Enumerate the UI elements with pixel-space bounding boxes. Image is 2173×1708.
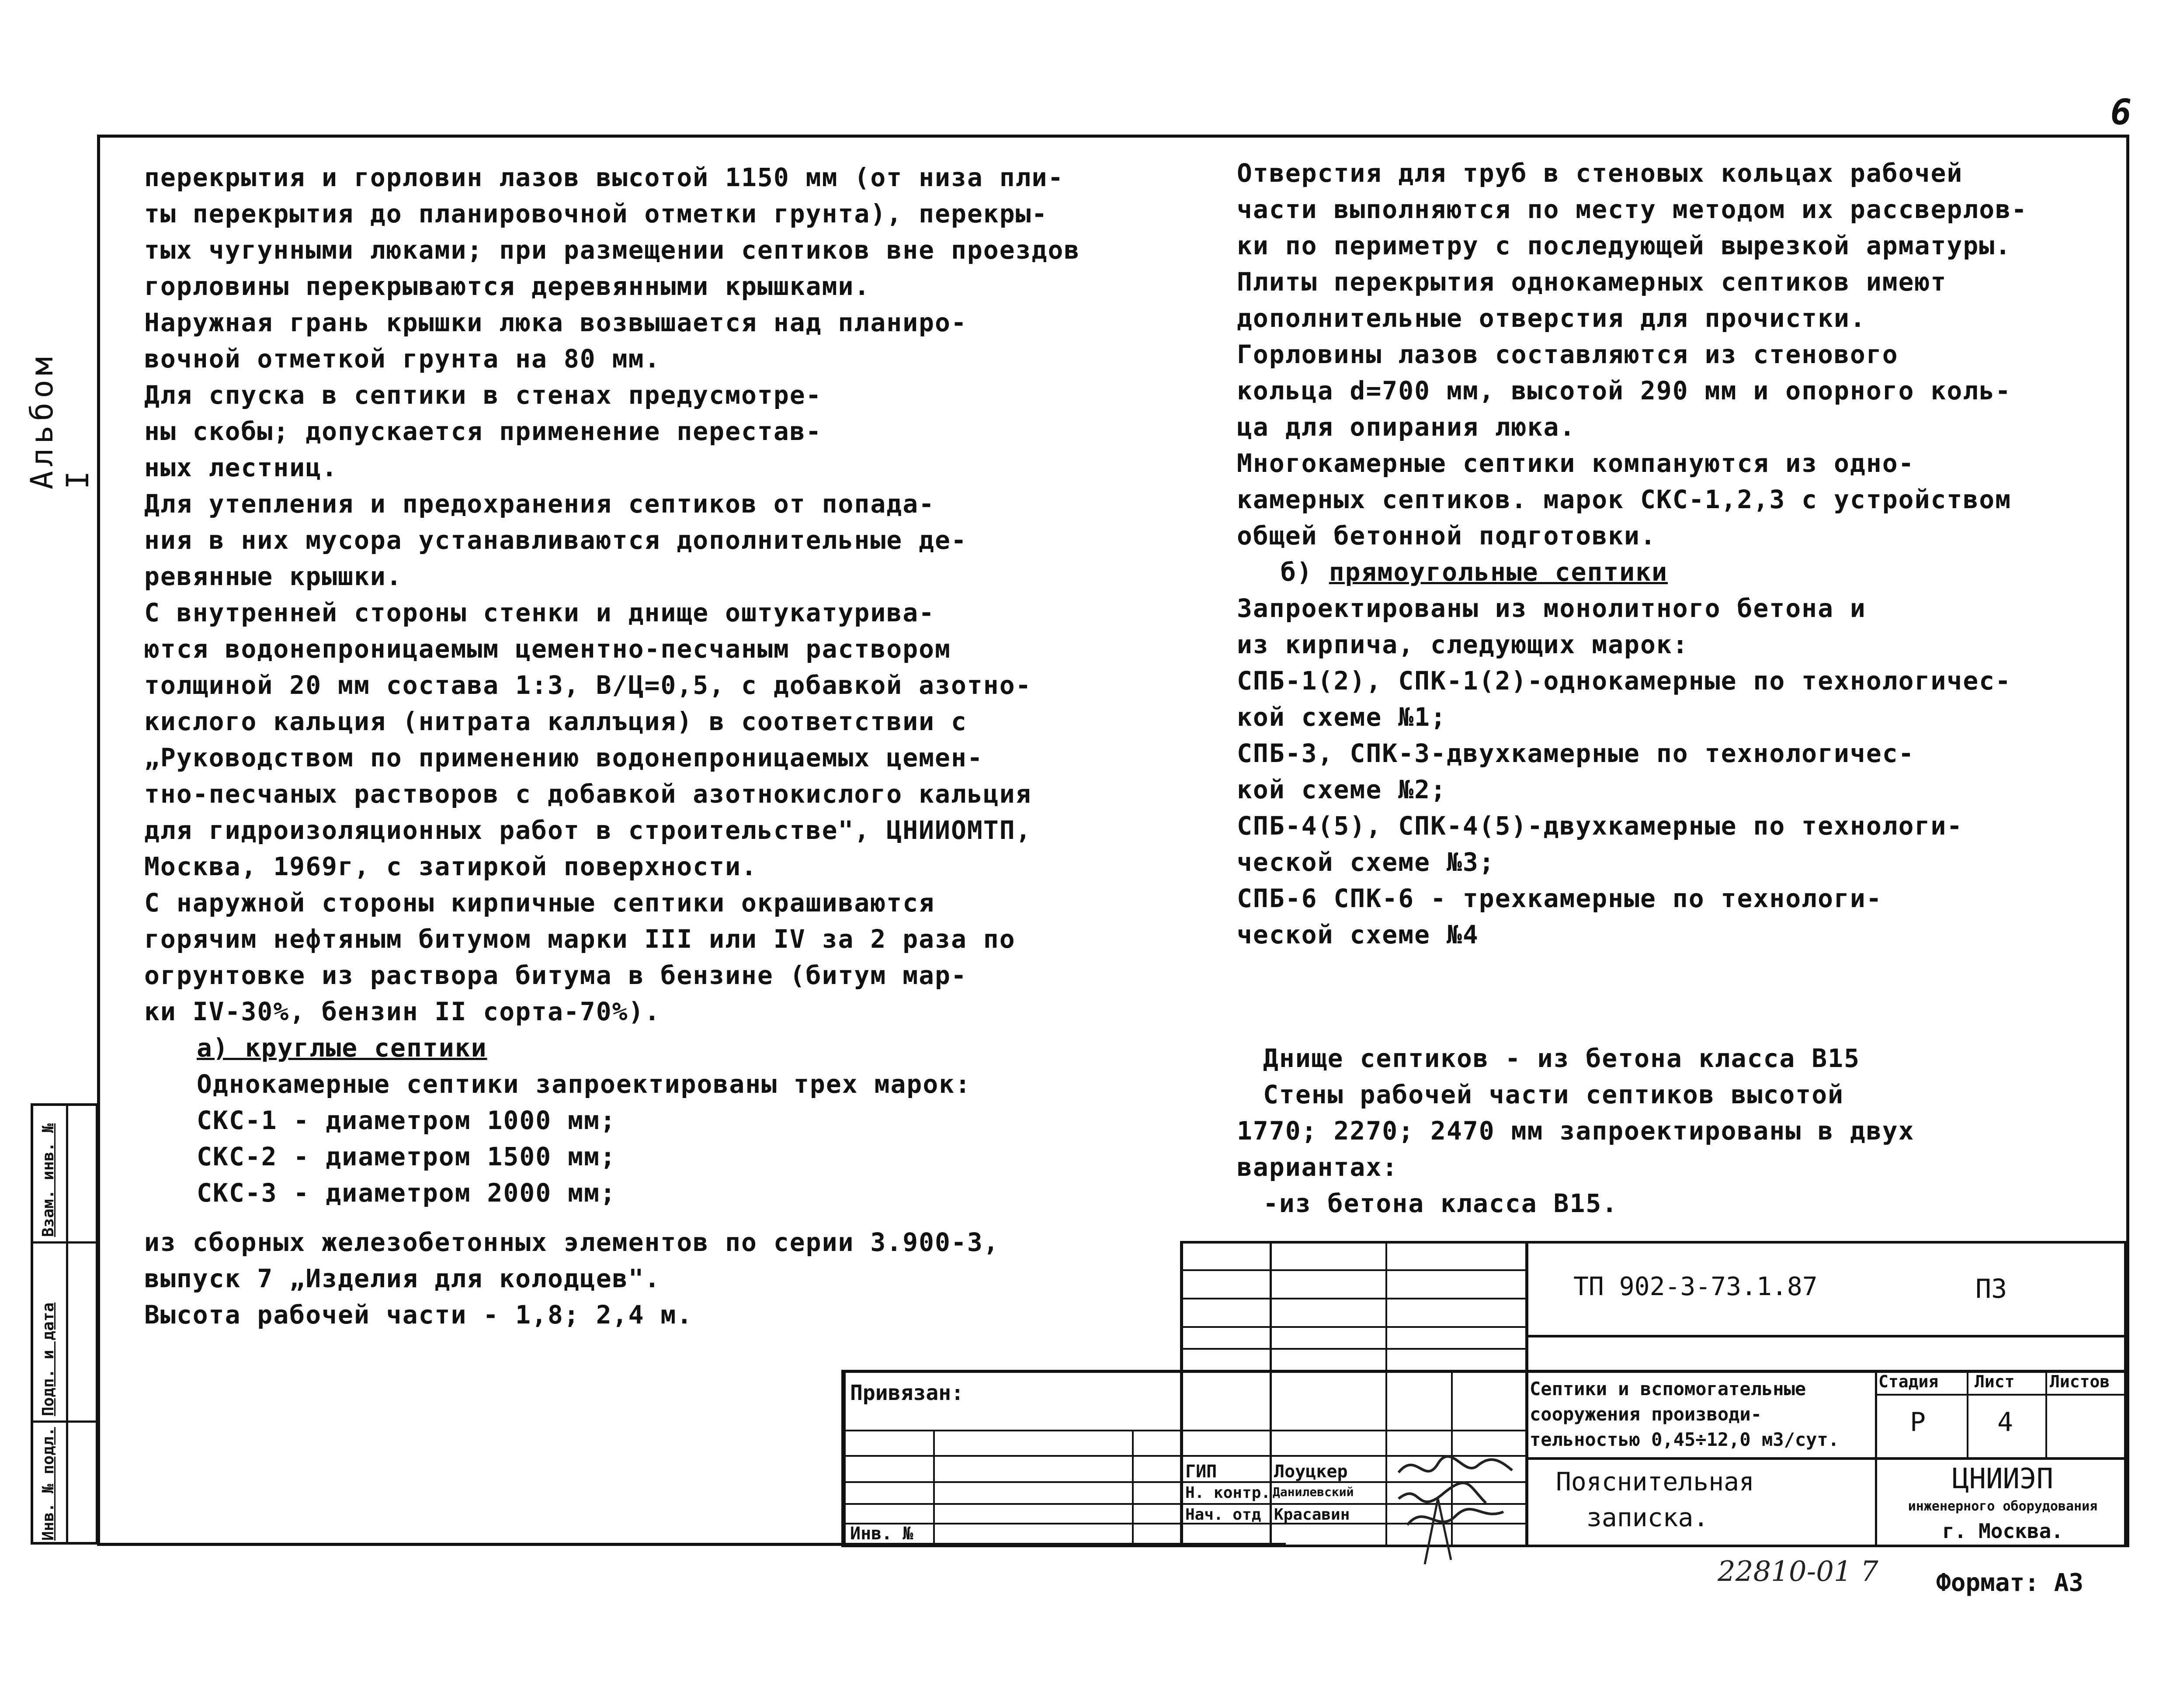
text-line: С внутренней стороны стенки и днище оштукатурива- bbox=[144, 598, 935, 627]
document-title: Пояснительная записка. bbox=[1556, 1467, 1754, 1532]
text-line: общей бетонной подготовки. bbox=[1237, 521, 1656, 551]
text-line: части выполняются по месту методом их рассверлов- bbox=[1237, 194, 2028, 224]
rect-heading-prefix: б) bbox=[1281, 557, 1313, 587]
text-line: Высота рабочей части - 1,8; 2,4 м. bbox=[144, 1300, 693, 1330]
text-line: СКС-2 - диаметром 1500 мм; bbox=[197, 1142, 616, 1171]
margin-label-sign: Подп. и дата bbox=[39, 1302, 57, 1416]
sheets-header: Листов bbox=[2050, 1372, 2110, 1391]
attached-label: Привязан: bbox=[850, 1381, 964, 1405]
text-line: ки по периметру с последующей вырезкой арматуры. bbox=[1237, 231, 2012, 260]
text-line: вариантах: bbox=[1237, 1152, 1399, 1182]
text-line: из кирпича, следующих марок: bbox=[1237, 630, 1689, 659]
name-norm-control: Данилевский bbox=[1273, 1485, 1354, 1499]
text-line: горячим нефтяным битумом марки III или IV за 2 раза по bbox=[144, 924, 1016, 954]
margin-stamp bbox=[31, 1103, 98, 1545]
text-line: выпуск 7 „Изделия для колодцев". bbox=[144, 1264, 661, 1293]
text-line: Днище септиков - из бетона класса В15 bbox=[1263, 1043, 1861, 1073]
text-line: дополнительные отверстия для прочистки. bbox=[1237, 303, 1866, 333]
text-line: ния в них мусора устанавливаются дополнительные де- bbox=[144, 525, 967, 555]
text-line: горловины перекрываются деревянными крышками. bbox=[144, 271, 871, 301]
text-line: Для спуска в септики в стенах предусмотре- bbox=[144, 380, 822, 410]
text-line: СПБ-1(2), СПК-1(2)-однокамерные по технологичес- bbox=[1237, 666, 2012, 696]
text-line: „Руководством по применению водонепроницаемых цемен- bbox=[144, 743, 983, 773]
text-line: СКС-3 - диаметром 2000 мм; bbox=[197, 1178, 616, 1208]
text-line: Однокамерные септики запроектированы трех марок: bbox=[197, 1069, 972, 1099]
text-line: СПБ-4(5), СПК-4(5)-двухкамерные по технологи- bbox=[1237, 811, 1963, 841]
text-line: для гидроизоляционных работ в строительстве", ЦНИИОМТП, bbox=[144, 815, 1032, 845]
sheet-header: Лист bbox=[1975, 1372, 2015, 1391]
margin-label-inv: Инв. № подл. bbox=[39, 1427, 57, 1541]
album-label: Альбом I bbox=[24, 353, 96, 489]
text-line: Многокамерные септики компануются из одно- bbox=[1237, 448, 1915, 478]
text-line: перекрытия и горловин лазов высотой 1150 мм (от низа пли- bbox=[144, 163, 1064, 192]
text-line: Для утепления и предохранения септиков от попада- bbox=[144, 489, 935, 519]
text-line: Отверстия для труб в стеновых кольцах рабочей bbox=[1237, 158, 1963, 188]
text-line: толщиной 20 мм состава 1:3, В/Ц=0,5, с добавкой азотно- bbox=[144, 670, 1032, 700]
text-line: тно-песчаных растворов с добавкой азотнокислого кальция bbox=[144, 779, 1032, 809]
text-line: кой схеме №2; bbox=[1237, 775, 1447, 804]
margin-label-replace: Взам. инв. № bbox=[39, 1123, 57, 1237]
role-norm-control: Н. контр. bbox=[1185, 1484, 1271, 1502]
name-chief-engineer: Лоуцкер bbox=[1274, 1462, 1348, 1482]
sheet-value: 4 bbox=[1997, 1407, 2013, 1438]
text-line: из сборных железобетонных элементов по серии 3.900-3, bbox=[144, 1227, 1000, 1257]
text-line: кой схеме №1; bbox=[1237, 702, 1447, 732]
text-line: Плиты перекрытия однокамерных септиков имеют bbox=[1237, 267, 1947, 297]
text-line: ны скобы; допускается применение перестав- bbox=[144, 416, 822, 446]
text-line: С наружной стороны кирпичные септики окрашиваются bbox=[144, 888, 935, 918]
text-line: кольца d=700 мм, высотой 290 мм и опорного коль- bbox=[1237, 376, 2012, 405]
text-line: кислого кальция (нитрата каллъция) в соответствии с bbox=[144, 707, 967, 736]
right-text-column bbox=[1237, 155, 2027, 1222]
text-line: тых чугунными люками; при размещении септиков вне проездов bbox=[144, 235, 1080, 265]
text-line: ревянные крышки. bbox=[144, 561, 403, 591]
handwritten-signatures bbox=[1390, 1446, 1521, 1577]
text-line: ты перекрытия до планировочной отметки грунта), перекры- bbox=[144, 199, 1048, 229]
text-line: Наружная грань крышки люка возвышается над планиро- bbox=[144, 308, 967, 337]
text-line: СПБ-3, СПК-3-двухкамерные по технологичес- bbox=[1237, 738, 1915, 768]
format-label: Формат: А3 bbox=[1936, 1569, 2084, 1597]
text-line: Запроектированы из монолитного бетона и bbox=[1237, 593, 1866, 623]
text-line: ческой схеме №3; bbox=[1237, 847, 1495, 877]
text-line: ются водонепроницаемым цементно-песчаным раствором bbox=[144, 634, 951, 664]
stage-header: Стадия bbox=[1878, 1372, 1939, 1391]
text-line: вочной отметкой грунта на 80 мм. bbox=[144, 344, 661, 374]
text-line: ца для опирания люка. bbox=[1237, 412, 1576, 442]
text-line: Горловины лазов составляются из стенового bbox=[1237, 340, 1899, 369]
rect-septic-heading: прямоугольные септики bbox=[1329, 557, 1668, 587]
round-septic-heading: а) круглые септики bbox=[197, 1033, 487, 1063]
section-code: ПЗ bbox=[1975, 1274, 2007, 1304]
text-line: СПБ-6 СПК-6 - трехкамерные по технологи- bbox=[1237, 883, 1882, 913]
archive-number: 22810-01 7 bbox=[1718, 1556, 1878, 1588]
text-line: ки IV-30%, бензин II сорта-70%). bbox=[144, 997, 661, 1026]
document-code: ТП 902-3-73.1.87 bbox=[1573, 1271, 1818, 1301]
role-chief-engineer: ГИП bbox=[1185, 1462, 1217, 1482]
text-line: камерных септиков. марок СКС-1,2,3 с устройством bbox=[1237, 485, 2012, 514]
name-department-head: Красавин bbox=[1274, 1506, 1350, 1524]
role-department-head: Нач. отд bbox=[1185, 1506, 1261, 1524]
left-text-column bbox=[144, 159, 1080, 1333]
text-line: -из бетона класса В15. bbox=[1263, 1188, 1618, 1218]
text-line: огрунтовке из раствора битума в бензине (битум мар- bbox=[144, 960, 967, 990]
stage-value: Р bbox=[1910, 1407, 1926, 1438]
text-line: Стены рабочей части септиков высотой bbox=[1263, 1080, 1844, 1109]
text-line: Москва, 1969г, с затиркой поверхности. bbox=[144, 852, 757, 881]
organization: ЦНИИЭП инженерного оборудования г. Москва. bbox=[1908, 1463, 2098, 1543]
text-line: ных лестниц. bbox=[144, 453, 338, 482]
text-line: ческой схеме №4 bbox=[1237, 920, 1479, 949]
text-line: 1770; 2270; 2470 мм запроектированы в двух bbox=[1237, 1116, 1915, 1146]
text-line: СКС-1 - диаметром 1000 мм; bbox=[197, 1105, 616, 1135]
project-description: Септики и вспомогательные сооружения производи- тельностью 0,45÷12,0 м3/сут. bbox=[1530, 1378, 1840, 1450]
sheet-corner-number: 6 bbox=[2110, 92, 2131, 132]
inventory-number-label: Инв. № bbox=[850, 1524, 913, 1544]
